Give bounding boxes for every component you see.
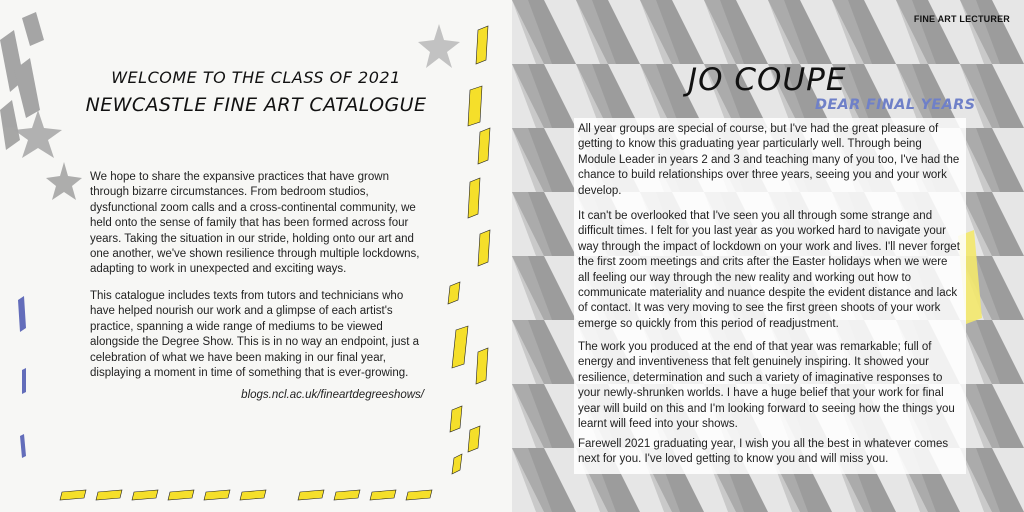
degree-show-link[interactable]: blogs.ncl.ac.uk/fineartdegreeshows/ (241, 389, 424, 401)
author-name: JO COUPE (688, 62, 847, 98)
catalogue-welcome-title: WELCOME TO THE CLASS OF 2021 (111, 68, 401, 87)
letter-paragraph: The work you produced at the end of that year was remarkable; full of energy and inventiveness that felt genuinely inspiring. It showed your resilience, determination and such a variety of imaginative responses to your newly-shrunken worlds. I have a huge belief that your work for final year will build on this and I'm looking forward to seeing how the things you learnt will feed into your shows. (578, 341, 955, 431)
intro-paragraph: We hope to share the expansive practices that have grown through bizarre circumstances. From bedroom studios, dysfunctional zoom calls and a cross-continental community, we held onto the sense of family that has been formed across four years. Taking the situation in our stride, holding onto our art and one another, we've shown resilience through multiple lockdowns, adapting to work in unexpected and exciting ways. (90, 171, 420, 276)
star-decoration (418, 24, 460, 68)
letter-paragraph: It can't be overlooked that I've seen you all through some strange and difficult times. I felt for you last year as you worked hard to navigate your way through the impact of lockdown on your work and lives. I'll never forget the first zoom meetings and crits after the Easter holidays when we were all feeling our way through the new reality and working out how to communicate materiality and nuance despite the evident distance and lack of contact. It was very moving to see the first green shoots of your work emerge so quickly from this period of readjustment. (578, 210, 960, 330)
letter-paragraph: All year groups are special of course, but I've had the great pleasure of getting to know this graduating year particularly well. Through being Module Leader in years 2 and 3 and teaching many of you too, I've had the chance to build relationships over three years, seeing you and your work develop. (578, 123, 960, 197)
letter-paragraph: Farewell 2021 graduating year, I wish you all the best in whatever comes next for you. I've loved getting to know you and will miss you. (578, 438, 949, 466)
section-header-label: FINE ART LECTURER (913, 14, 1010, 24)
star-decoration (46, 162, 82, 200)
blue-marks-decoration (18, 296, 26, 458)
right-page (512, 0, 1024, 512)
catalogue-paragraph: This catalogue includes texts from tutors and technicians who have helped nourish our work and a glimpse of each artist's practice, spanning a wide range of mediums to be viewed alongside the Degree Show. This is in no way an endpoint, just a celebration of what we have been making in our final year, displaying a moment in time of something that is ever-growing. (90, 290, 420, 380)
catalogue-main-title: NEWCASTLE FINE ART CATALOGUE (85, 94, 427, 116)
star-decoration (14, 110, 62, 158)
letter-subtitle: DEAR FINAL YEARS (815, 97, 976, 113)
